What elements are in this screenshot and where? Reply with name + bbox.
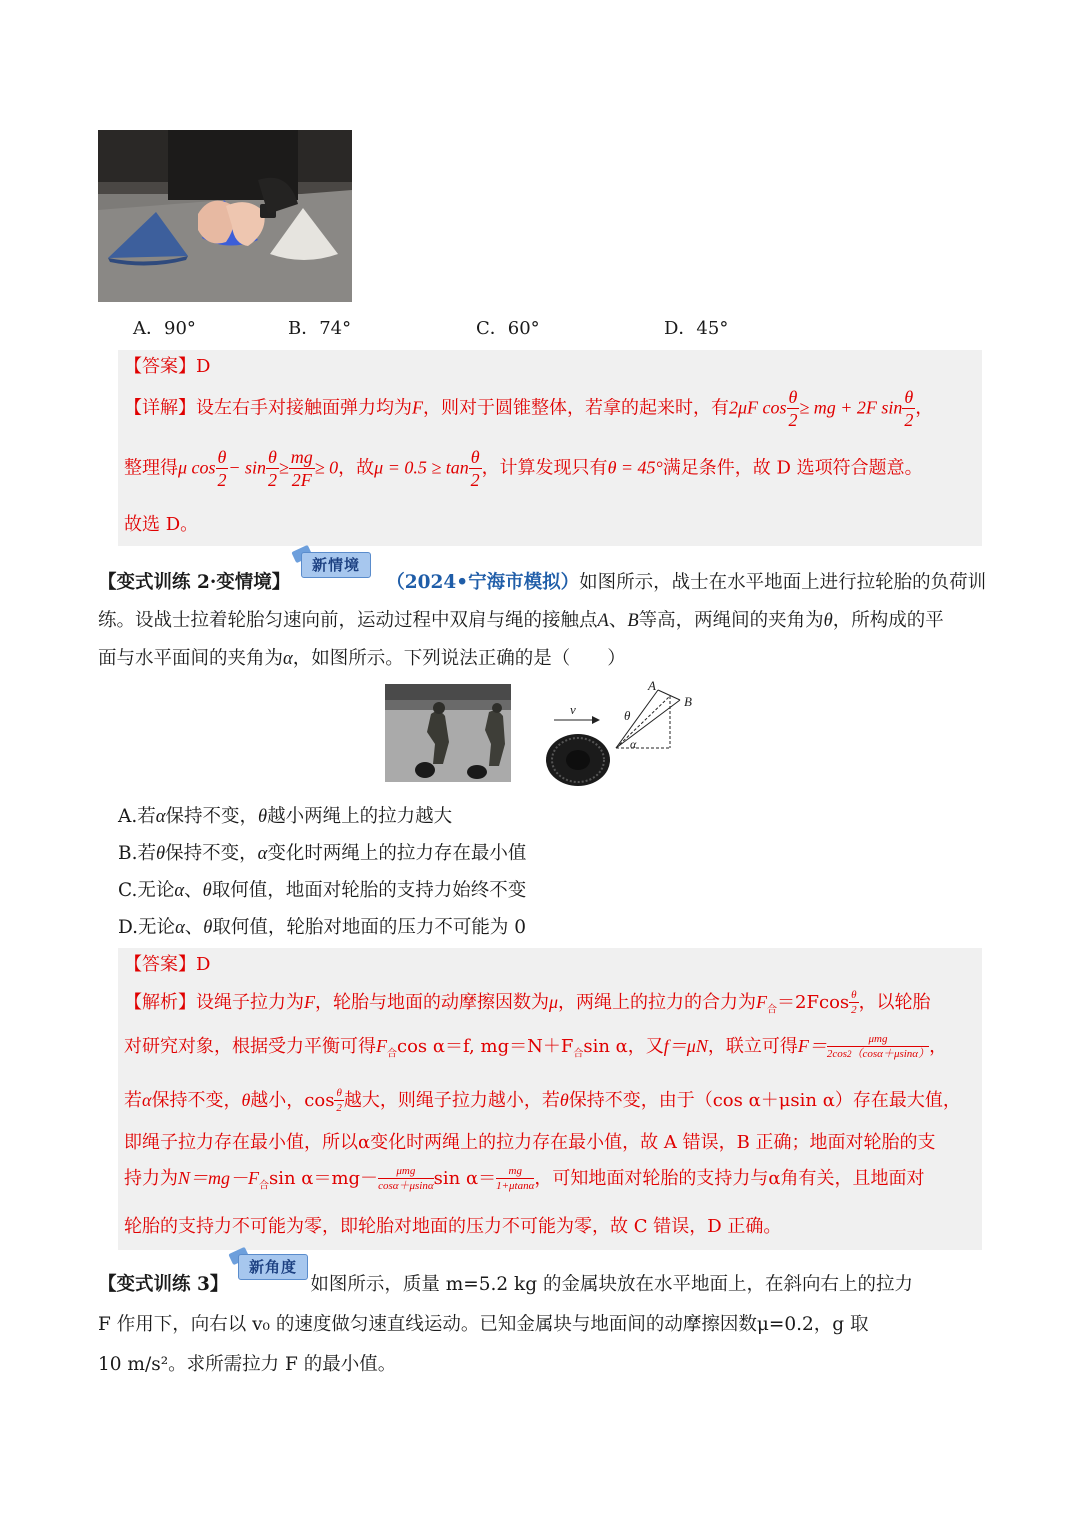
q2-analysis-line3: 若α保持不变，θ越小，cos $\frac{\theta}{2}$ 越大，则绳子拉力越小，若θ保持不变，由于（cos α＋μsin α）存在最大值，	[124, 1087, 961, 1114]
cone-experiment-photo	[98, 130, 352, 302]
q1-option-c[interactable]: C．60°	[476, 318, 540, 339]
q2-option-a[interactable]: A.若α保持不变，θ越小两绳上的拉力越大	[118, 806, 453, 827]
q1-detail-line3: 故选 D。	[124, 514, 199, 535]
q2-answer: 【答案】D	[124, 954, 211, 975]
q1-options	[0, 314, 1080, 340]
q2-analysis-line2: 对研究对象，根据受力平衡可得$F_合\cos$ α＝f, $mg=N+F_合\sin$ α，又f＝μN，联立可得F＝ $\frac{\text{μmg}}{2\cos 2(\cos\alpha+\mu\sin\alpha)}$ ，	[124, 1033, 948, 1060]
q3-stem-line3: 10 m/s²。求所需拉力 F 的最小值。	[98, 1354, 397, 1375]
q2-option-d[interactable]: D.无论α、θ取何值，轮胎对地面的压力不可能为 0	[118, 917, 527, 938]
q2-analysis-line5: 持力为$N=mg-F_合\sin$ α＝mg－ $\frac{\text{μmg}}{\cos\alpha+\mu\sin\alpha}$ sin α＝ $\frac{mg}{1+\mu\tan\alpha}$ ，可知地面对轮胎的支持力与α角有关，且地面对	[124, 1165, 925, 1192]
q1-option-b[interactable]: B．74°	[288, 318, 352, 339]
q3-stem-line2: F 作用下，向右以 v₀ 的速度做匀速直线运动。已知金属块与地面间的动摩擦因数μ=0.2，g 取	[98, 1314, 869, 1335]
point-a-label: A	[648, 678, 656, 693]
point-b-label: B	[684, 694, 692, 709]
tire-force-diagram	[540, 676, 715, 788]
new-situation-badge: 新情境	[293, 548, 373, 578]
theta-label: θ	[624, 708, 631, 723]
q1-option-d[interactable]: D．45°	[664, 318, 729, 339]
q1-answer: 【答案】D	[124, 356, 211, 377]
q2-analysis-line4: 即绳子拉力存在最小值，所以α变化时两绳上的拉力存在最小值，故 A 错误，B 正确；地面对轮胎的支	[124, 1132, 936, 1153]
new-angle-badge: 新角度	[230, 1250, 310, 1280]
alpha-label: α	[630, 737, 637, 751]
q1-detail-line1: 【详解】设左右手对接触面弹力均为F，则对于圆锥整体，若拿的起来时，有2μF cos $\frac{\theta}{2}$ ≥ mg + 2F sin $\frac{\theta}{2}$ ，	[124, 387, 934, 430]
q2-option-c[interactable]: C.无论α、θ取何值，地面对轮胎的支持力始终不变	[118, 880, 527, 901]
q3-stem-line1: 【变式训练 3】 如图所示，质量 m=5.2 kg 的金属块放在水平地面上，在斜向右上的拉力	[98, 1274, 913, 1295]
q1-option-a[interactable]: A．90°	[133, 318, 196, 339]
q2-analysis-line1: 【解析】设绳子拉力为F，轮胎与地面的动摩擦因数为μ，两绳上的拉力的合力为$F_合=2Fcos$ $\frac{\theta}{2}$ ，以轮胎	[124, 989, 931, 1016]
q2-option-b[interactable]: B.若θ保持不变，α变化时两绳上的拉力存在最小值	[118, 843, 527, 864]
q2-stem-line3: 面与水平面间的夹角为α，如图所示。下列说法正确的是（ ）	[98, 648, 626, 669]
q1-answer-box	[118, 350, 982, 546]
velocity-label: v	[570, 702, 576, 717]
q2-stem-line1: 【变式训练 2·变情境】 （2024•宁海市模拟）如图所示，战士在水平地面上进行拉轮胎的负荷训	[98, 572, 987, 593]
q2-analysis-line6: 轮胎的支持力不可能为零，即轮胎对地面的压力不可能为零，故 C 错误，D 正确。	[124, 1216, 782, 1237]
q2-stem-line2: 练。设战士拉着轮胎匀速向前，运动过程中双肩与绳的接触点A、B等高，两绳间的夹角为θ，所构成的平	[98, 610, 944, 631]
soldier-tire-photo	[385, 684, 511, 782]
q1-detail-line2: 整理得μ cos $\frac{\theta}{2}$ − sin $\frac{\theta}{2}$ ≥ $\frac{mg}{2F}$ ≥ 0，故μ = 0.5 ≥ tan $\frac{\theta}{2}$ ，计算发现只有θ = 45°满足条件，故 D 选项符合题意。	[124, 447, 923, 490]
q2-answer-box	[118, 948, 982, 1250]
